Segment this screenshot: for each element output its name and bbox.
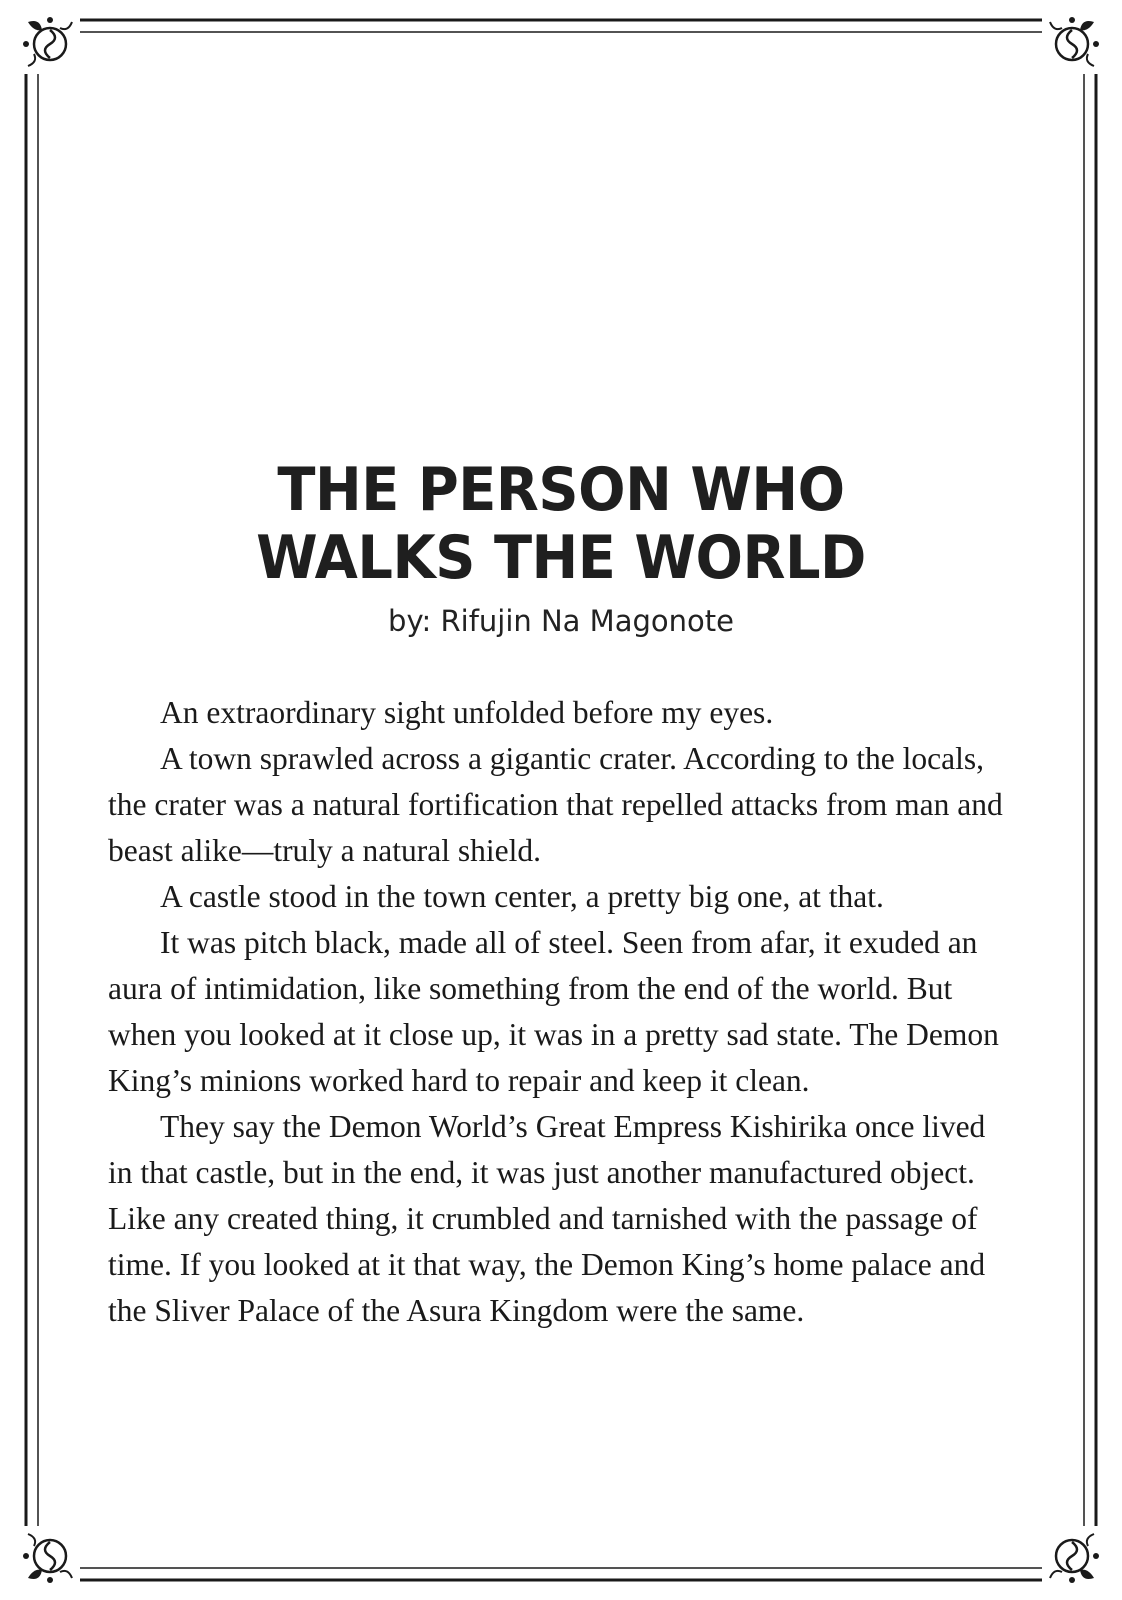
- top-left-ornament-icon: [20, 14, 80, 74]
- paragraph: A castle stood in the town center, a pretty big one, at that.: [160, 879, 884, 914]
- paragraph: An extraordinary sight unfolded before my eyes.: [160, 695, 774, 730]
- chapter-title-block: [0, 456, 1122, 640]
- bottom-left-ornament-icon: [20, 1526, 80, 1586]
- chapter-title-line-1: THE PERSON WHO: [277, 455, 845, 525]
- chapter-title-line-2: WALKS THE WORLD: [256, 523, 866, 593]
- paragraph: They say the Demon World’s Great Empress Kishirika once lived in that castle, but in the end, it was just another manufactured object. Like any created thing, it crumbled and tarnished with the passage of time. If you looked at it that way, the Demon King’s home palace and the Sliver Palace of the Asura Kingdom were the same.: [108, 1109, 986, 1328]
- author-byline: by: Rifujin Na Magonote: [388, 604, 734, 638]
- bottom-right-ornament-icon: [1042, 1526, 1102, 1586]
- paragraph: A town sprawled across a gigantic crater. According to the locals, the crater was a natural fortification that repelled attacks from man and beast alike—truly a natural shield.: [108, 741, 1003, 868]
- story-body: [108, 690, 1008, 1334]
- top-right-ornament-icon: [1042, 14, 1102, 74]
- paragraph: It was pitch black, made all of steel. Seen from afar, it exuded an aura of intimidation, like something from the end of the world. But when you looked at it close up, it was in a pretty sad state. The Demon King’s minions worked hard to repair and keep it clean.: [108, 925, 999, 1098]
